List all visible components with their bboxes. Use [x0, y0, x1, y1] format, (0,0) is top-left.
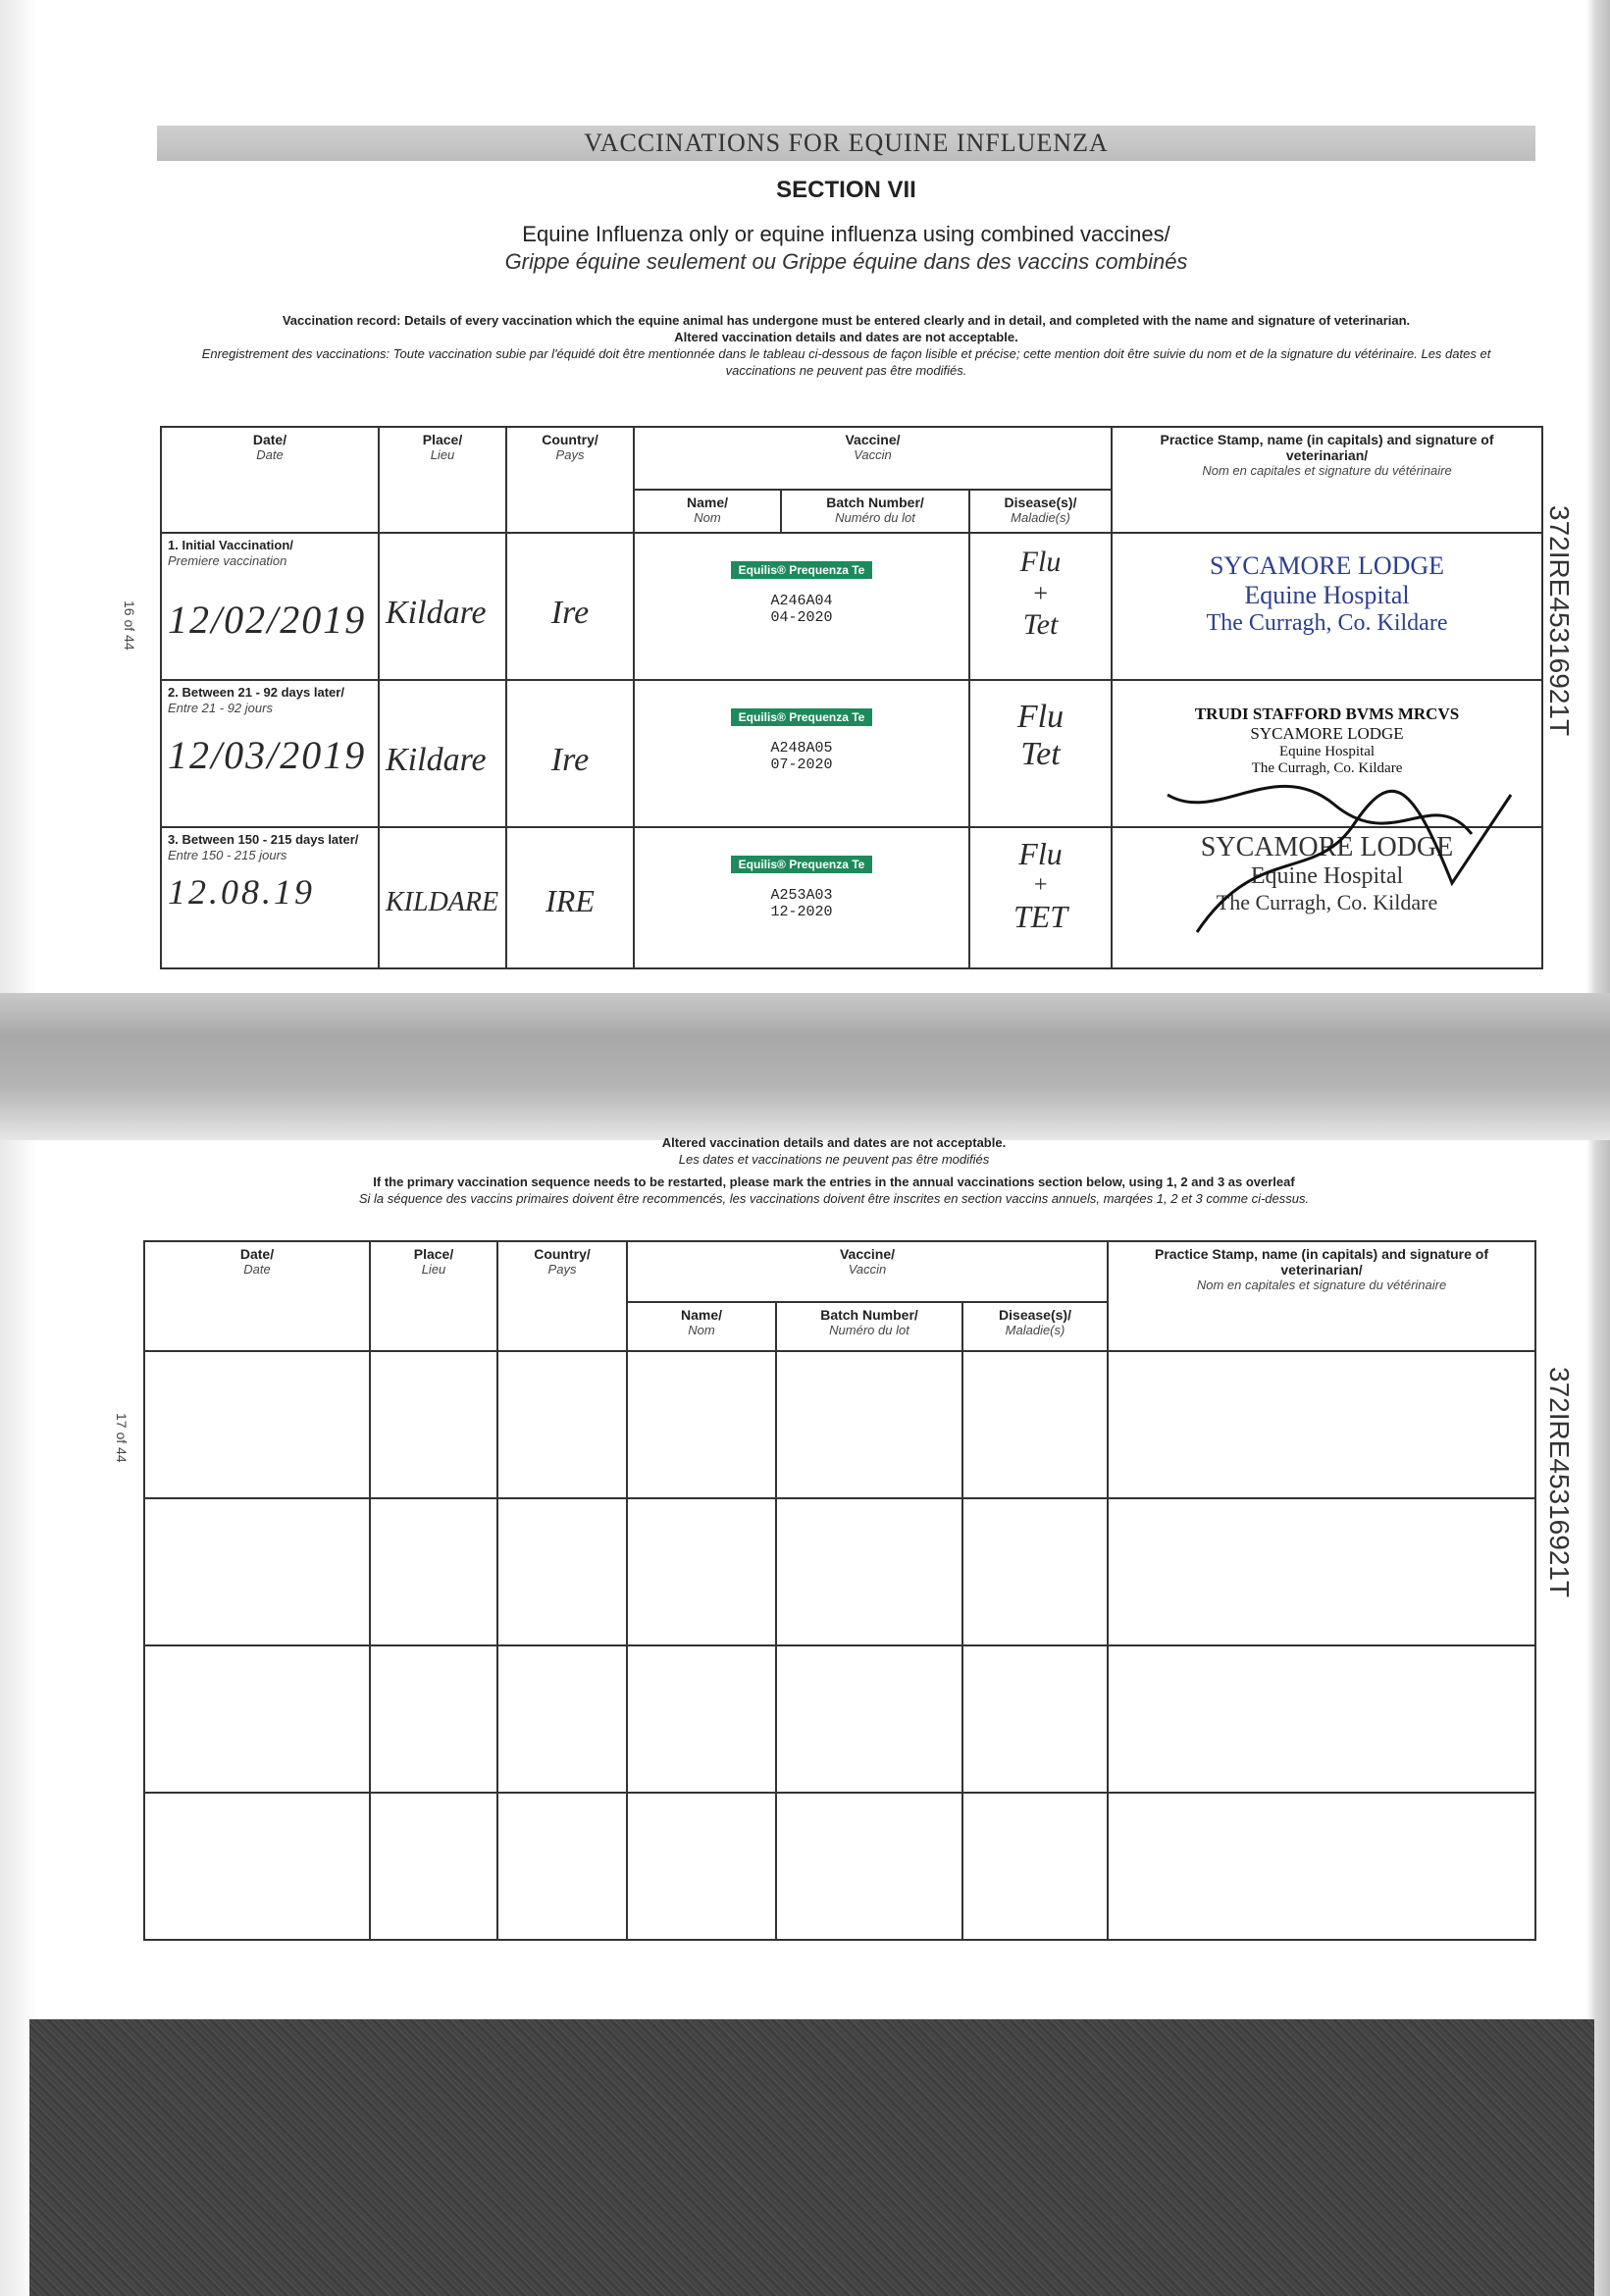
disease-line3: Tet — [1020, 736, 1061, 772]
disease-line3: Tet — [1022, 608, 1059, 641]
country-cell — [506, 533, 634, 680]
vaccine-label: Equilis® Prequenza Te — [731, 708, 873, 726]
scan-edge-right — [1586, 0, 1610, 2296]
empty-row — [144, 1645, 1535, 1793]
expiry-value: 07-2020 — [770, 757, 833, 773]
vaccine-label: Equilis® Prequenza Te — [731, 856, 873, 873]
heading-english: Equine Influenza only or equine influenza using combined vaccines/ — [522, 222, 1170, 246]
disease-line3: TET — [1013, 899, 1068, 934]
note-altered-fr: Les dates et vaccinations ne peuvent pas être modifiés — [678, 1152, 990, 1167]
place-cell — [379, 680, 506, 827]
header-vaccine: Vaccine/ Vaccin — [634, 427, 1112, 490]
header-date: Date/ Date — [144, 1241, 370, 1351]
date-value: 12/02/2019 — [168, 598, 367, 642]
header-vaccine-name: Name/ Nom — [634, 490, 781, 533]
expiry-value: 04-2020 — [770, 609, 833, 626]
disease-cell — [969, 680, 1112, 827]
stamp-line1: TRUDI STAFFORD BVMS MRCVS — [1194, 704, 1460, 723]
record-altered: Altered vaccination details and dates are not acceptable. — [674, 330, 1018, 344]
vaccine-label: Equilis® Prequenza Te — [731, 561, 873, 579]
header-place: Place/ Lieu — [370, 1241, 497, 1351]
country-value: Ire — [550, 742, 590, 778]
header-place: Place/ Lieu — [379, 427, 506, 533]
batch-value: A253A03 — [770, 887, 833, 904]
section-banner — [157, 126, 1535, 161]
header-practice: Practice Stamp, name (in capitals) and signature of veterinarian/ Nom en capitales et signature du vétérinaire — [1112, 427, 1542, 533]
record-instructions — [167, 312, 1526, 379]
header-batch: Batch Number/ Numéro du lot — [781, 490, 969, 533]
row-label: 2. Between 21 - 92 days later/ Entre 21 - 92 jours — [168, 685, 344, 715]
section-title: SECTION VII — [776, 177, 916, 203]
empty-row — [144, 1793, 1535, 1940]
header-batch: Batch Number/ Numéro du lot — [776, 1302, 962, 1351]
disease-line1: Flu — [1016, 699, 1065, 735]
disease-line2: + — [1031, 579, 1050, 607]
empty-row — [144, 1351, 1535, 1498]
country-cell — [506, 680, 634, 827]
disease-line2: + — [1032, 872, 1049, 898]
page-number-bottom: 17 of 44 — [114, 1413, 130, 1463]
date-value: 12.08.19 — [168, 872, 315, 912]
header-row — [144, 1241, 1535, 1302]
vaccine-sticker-cell — [634, 827, 969, 968]
batch-value: A248A05 — [770, 740, 833, 757]
date-cell — [161, 533, 379, 680]
vaccine-sticker-cell — [634, 533, 969, 680]
record-english: Vaccination record: Details of every vaccination which the equine animal has undergone must be entered clearly and in detail, and completed with the name and signature of veterinarian. — [282, 313, 1411, 328]
stamp-line2: SYCAMORE LODGE — [1250, 724, 1404, 743]
ueln-bottom: 372IRE45316921T — [1544, 1367, 1575, 1598]
stamp-line3: The Curragh, Co. Kildare — [1216, 890, 1438, 914]
stamp-line4: The Curragh, Co. Kildare — [1251, 760, 1403, 776]
heading-french: Grippe équine seulement ou Grippe équine dans des vaccins combinés — [504, 249, 1188, 274]
place-value: KILDARE — [386, 887, 499, 917]
banner-title: VACCINATIONS FOR EQUINE INFLUENZA — [584, 129, 1109, 157]
vaccine-sticker-cell — [634, 680, 969, 827]
header-country: Country/ Pays — [497, 1241, 627, 1351]
note-restart-fr: Si la séquence des vaccins primaires doivent être recommencés, les vaccinations doivent être inscrites en section vaccins annuels, marqées 1, 2 et 3 comme ci-dessus. — [358, 1191, 1310, 1206]
expiry-value: 12-2020 — [770, 904, 833, 920]
header-row — [161, 427, 1542, 490]
ueln-top: 372IRE45316921T — [1544, 505, 1575, 737]
veterinarian-signature — [1158, 765, 1550, 962]
disease-cell — [969, 827, 1112, 968]
place-cell — [379, 827, 506, 968]
stamp-line1: SYCAMORE LODGE — [1209, 551, 1445, 580]
stamp-line1: SYCAMORE LODGE — [1200, 832, 1454, 862]
place-cell — [379, 533, 506, 680]
date-cell — [161, 827, 379, 968]
stamp-line3: Equine Hospital — [1278, 744, 1376, 759]
place-value: Kildare — [386, 742, 487, 778]
disease-line1: Flu — [1018, 836, 1063, 871]
row-label: 3. Between 150 - 215 days later/ Entre 150 - 215 jours — [168, 832, 359, 862]
place-value: Kildare — [386, 595, 487, 631]
header-disease: Disease(s)/ Maladie(s) — [969, 490, 1112, 533]
country-cell — [506, 827, 634, 968]
disease-cell — [969, 533, 1112, 680]
note-altered: Altered vaccination details and dates are not acceptable. — [661, 1135, 1007, 1150]
middle-notes — [216, 1134, 1452, 1207]
date-value: 12/03/2019 — [168, 733, 367, 777]
header-vaccine: Vaccine/ Vaccin — [627, 1241, 1108, 1302]
page-number-top: 16 of 44 — [122, 600, 137, 651]
table-row — [161, 533, 1542, 680]
country-value: Ire — [550, 595, 590, 631]
note-restart: If the primary vaccination sequence needs to be restarted, please mark the entries in the annual vaccinations section below, using 1, 2 and 3 as overleaf — [373, 1174, 1295, 1189]
header-vaccine-name: Name/ Nom — [627, 1302, 776, 1351]
disease-line1: Flu — [1019, 546, 1062, 578]
vaccination-table-lower — [143, 1240, 1536, 1941]
header-date: Date/ Date — [161, 427, 379, 533]
row-label: 1. Initial Vaccination/ Premiere vaccination — [168, 538, 293, 568]
record-french: Enregistrement des vaccinations: Toute vaccination subie par l'équidé doit être mentionnée dans le tableau ci-dessous de façon lisible et précise; cette mention doit être suivie du nom et de la signature du vétérinaire. Les dates et vaccinations ne peuvent pas être modifiés. — [201, 346, 1491, 378]
batch-value: A246A04 — [770, 593, 833, 609]
date-cell — [161, 680, 379, 827]
page-fold-band — [0, 993, 1610, 1140]
header-country: Country/ Pays — [506, 427, 634, 533]
scan-edge-left — [0, 0, 37, 2296]
empty-row — [144, 1498, 1535, 1645]
scan-dark-area — [29, 2019, 1594, 2296]
stamp-line3: The Curragh, Co. Kildare — [1206, 610, 1448, 636]
country-value: IRE — [545, 883, 595, 918]
stamp-line2: Equine Hospital — [1250, 863, 1404, 889]
practice-stamp-cell — [1112, 533, 1542, 680]
header-practice: Practice Stamp, name (in capitals) and signature of veterinarian/ Nom en capitales et signature du vétérinaire — [1108, 1241, 1535, 1351]
header-disease: Disease(s)/ Maladie(s) — [962, 1302, 1108, 1351]
stamp-line2: Equine Hospital — [1244, 581, 1410, 609]
